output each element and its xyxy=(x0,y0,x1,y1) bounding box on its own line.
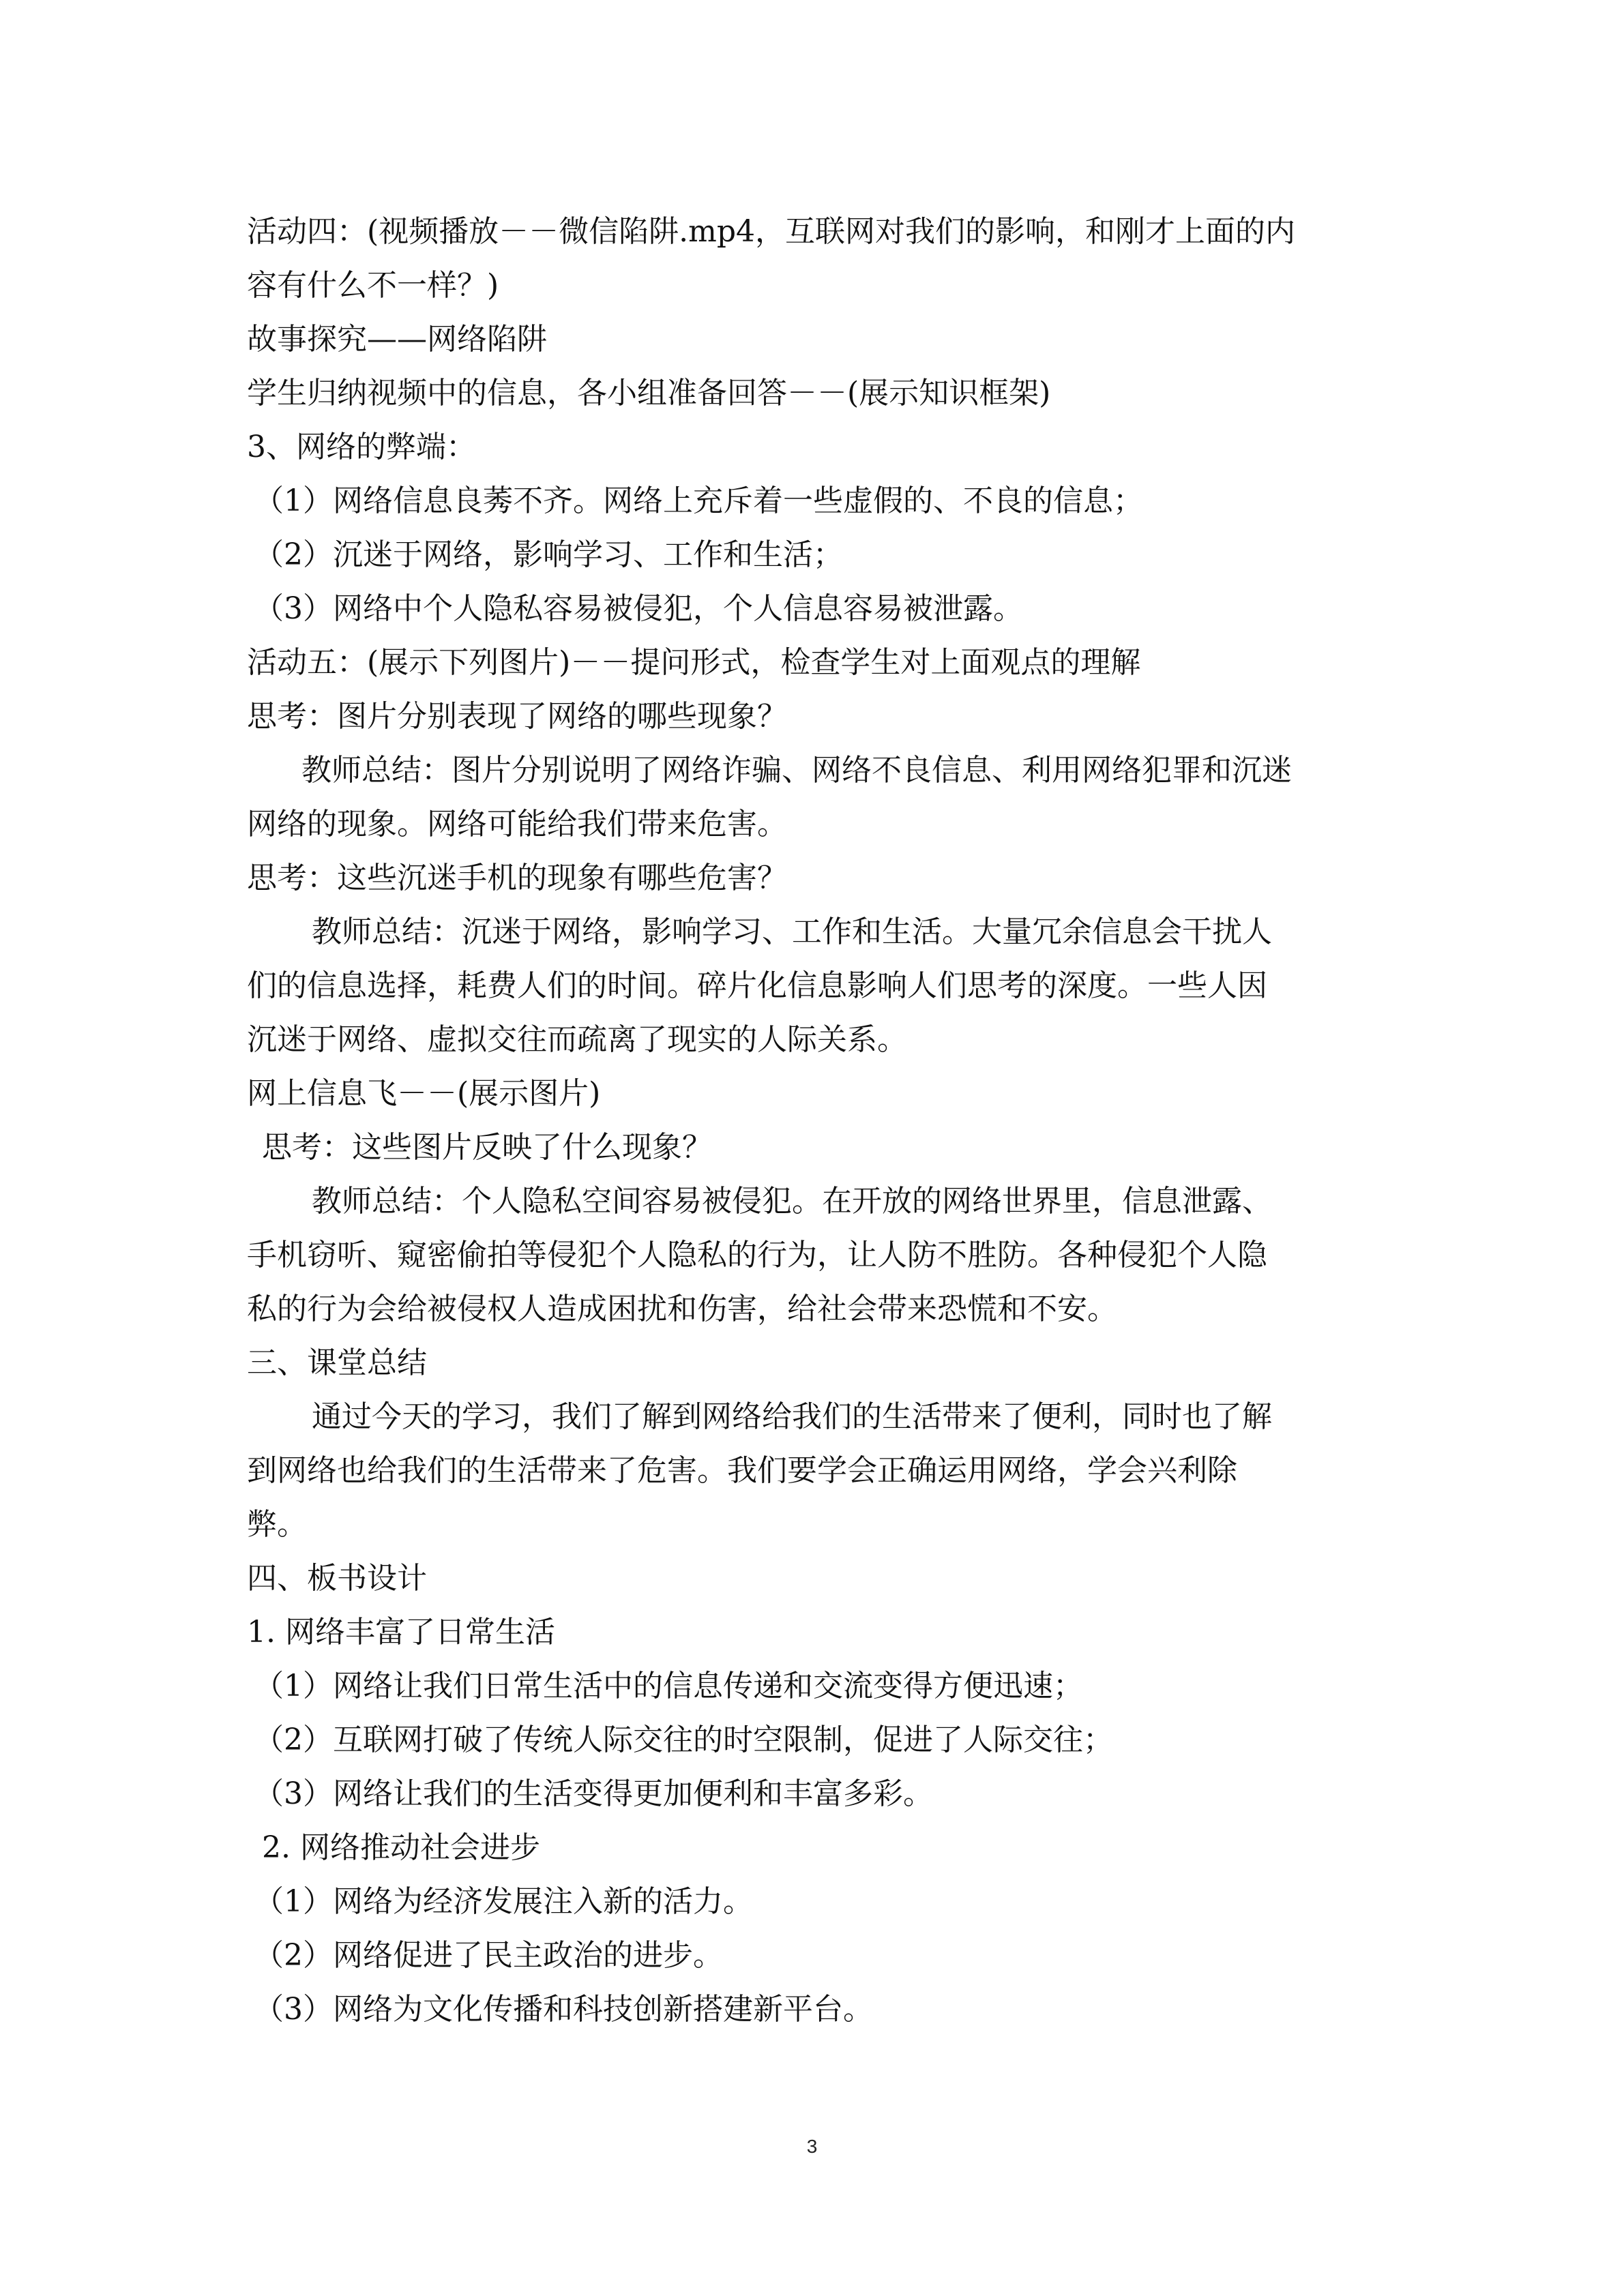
page-number: 3 xyxy=(806,2136,818,2157)
text-line: 教师总结：图片分别说明了网络诈骗、网络不良信息、利用网络犯罪和沉迷 xyxy=(301,753,1292,788)
subsection-heading: 1. 网络丰富了日常生活 xyxy=(247,1615,555,1650)
list-item: （3）网络为文化传播和科技创新搭建新平台。 xyxy=(254,1992,873,2027)
text-line: 思考：图片分别表现了网络的哪些现象？ xyxy=(247,699,787,734)
text-line: 教师总结：沉迷于网络，影响学习、工作和生活。大量冗余信息会干扰人 xyxy=(312,914,1272,949)
text-line: 网络的现象。网络可能给我们带来危害。 xyxy=(247,807,787,841)
text-line: 们的信息选择，耗费人们的时间。碎片化信息影响人们思考的深度。一些人因 xyxy=(247,968,1267,1003)
section-heading: 三、课堂总结 xyxy=(247,1345,427,1380)
text-line: 私的行为会给被侵权人造成困扰和伤害，给社会带来恐慌和不安。 xyxy=(247,1292,1117,1326)
subsection-heading: 2. 网络推动社会进步 xyxy=(262,1830,540,1865)
section-heading: 3、网络的弊端： xyxy=(247,430,476,464)
section-heading: 四、板书设计 xyxy=(247,1561,427,1596)
text-line: 学生归纳视频中的信息，各小组准备回答－－(展示知识框架) xyxy=(247,376,1051,411)
list-item: （1）网络为经济发展注入新的活力。 xyxy=(254,1884,753,1919)
text-line: 通过今天的学习，我们了解到网络给我们的生活带来了便利，同时也了解 xyxy=(312,1399,1272,1434)
text-line: 弊。 xyxy=(247,1507,307,1542)
text-line: 故事探究——网络陷阱 xyxy=(247,322,547,357)
text-line: 网上信息飞－－(展示图片) xyxy=(247,1076,601,1111)
text-line: 到网络也给我们的生活带来了危害。我们要学会正确运用网络，学会兴利除 xyxy=(247,1453,1237,1488)
text-line: 活动四：(视频播放－－微信陷阱.mp4，互联网对我们的影响，和刚才上面的内 xyxy=(247,214,1296,249)
list-item: （3）网络让我们的生活变得更加便利和丰富多彩。 xyxy=(254,1776,933,1811)
text-line: 沉迷于网络、虚拟交往而疏离了现实的人际关系。 xyxy=(247,1022,907,1057)
text-line: 思考：这些沉迷手机的现象有哪些危害？ xyxy=(247,861,787,895)
list-item: （3）网络中个人隐私容易被侵犯，个人信息容易被泄露。 xyxy=(254,591,1023,626)
list-item: （1）网络信息良莠不齐。网络上充斥着一些虚假的、不良的信息； xyxy=(254,483,1143,518)
text-line: 思考：这些图片反映了什么现象？ xyxy=(262,1130,712,1165)
document-body xyxy=(247,205,1393,2036)
list-item: （2）网络促进了民主政治的进步。 xyxy=(254,1938,723,1973)
list-item: （2）互联网打破了传统人际交往的时空限制，促进了人际交往； xyxy=(254,1723,1113,1757)
list-item: （2）沉迷于网络，影响学习、工作和生活； xyxy=(254,537,843,572)
text-line: 活动五：(展示下列图片)－－提问形式，检查学生对上面观点的理解 xyxy=(247,645,1141,680)
text-line: 容有什么不一样？) xyxy=(247,268,499,303)
text-line: 教师总结：个人隐私空间容易被侵犯。在开放的网络世界里，信息泄露、 xyxy=(312,1184,1272,1219)
list-item: （1）网络让我们日常生活中的信息传递和交流变得方便迅速； xyxy=(254,1669,1083,1703)
text-line: 手机窃听、窥密偷拍等侵犯个人隐私的行为，让人防不胜防。各种侵犯个人隐 xyxy=(247,1238,1267,1272)
